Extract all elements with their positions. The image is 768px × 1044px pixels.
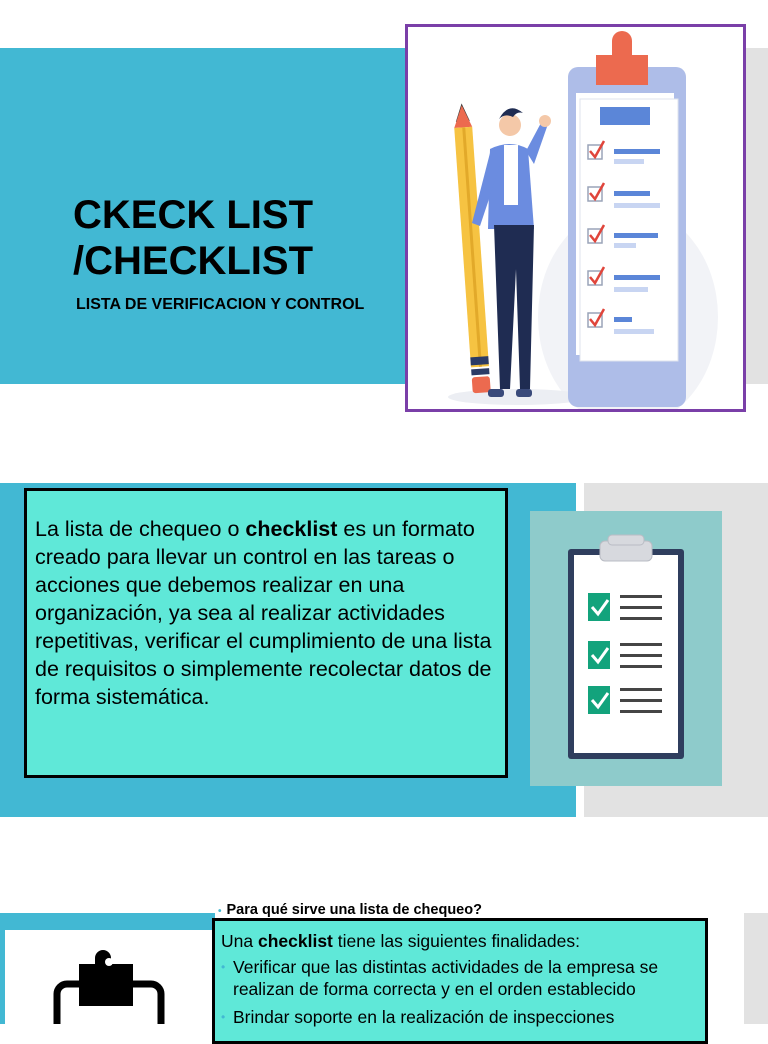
slide3-icon-panel <box>5 930 215 1024</box>
slide3-question <box>218 902 482 918</box>
purposes-intro-start: Una <box>221 931 258 951</box>
slide1-subtitle: LISTA DE VERIFICACION Y CONTROL <box>76 296 365 313</box>
definition-text-rest: es un formato creado para llevar un control en las tareas o acciones que debemos realizar en una organización, ya sea al realizar actividades repetitivas, verificar el cumplimiento de una lista de requisitos o simplemente recolectar datos de forma sistemática. <box>35 517 492 709</box>
clipboard-clip <box>596 31 648 85</box>
slide1-title <box>73 192 393 284</box>
slide1-title-line1: CKECK LIST <box>73 193 313 237</box>
clipboard-checklist-icon <box>530 511 722 786</box>
purposes-list <box>215 956 705 1028</box>
definition-text-start: La lista de chequeo o <box>35 517 246 541</box>
slide1-title-line2: /CHECKLIST <box>73 239 313 283</box>
bullet-icon: • <box>218 906 222 917</box>
purposes-box <box>212 918 708 1044</box>
clipboard-checklist-icon-panel <box>530 511 722 786</box>
slide3-side-panel <box>744 913 768 1024</box>
definition-keyword: checklist <box>245 517 338 541</box>
definition-box <box>24 488 508 778</box>
pencil <box>453 103 491 394</box>
person-clipboard-illustration <box>408 27 743 409</box>
checklist-illustration <box>405 24 746 412</box>
clipboard-icon <box>5 930 215 1024</box>
purposes-intro <box>215 921 705 952</box>
list-item: • Brindar soporte en la realización de inspecciones <box>221 1006 699 1028</box>
slide1-side-panel <box>746 48 768 384</box>
slide3-question-text: Para qué sirve una lista de chequeo? <box>226 902 482 918</box>
purposes-keyword: checklist <box>257 931 333 951</box>
list-item: • Verificar que las distintas actividades de la empresa se realizan de forma correcta y en el orden establecido <box>221 956 699 1000</box>
definition-text <box>27 491 505 711</box>
purposes-intro-rest: tiene las siguientes finalidades: <box>332 931 580 951</box>
